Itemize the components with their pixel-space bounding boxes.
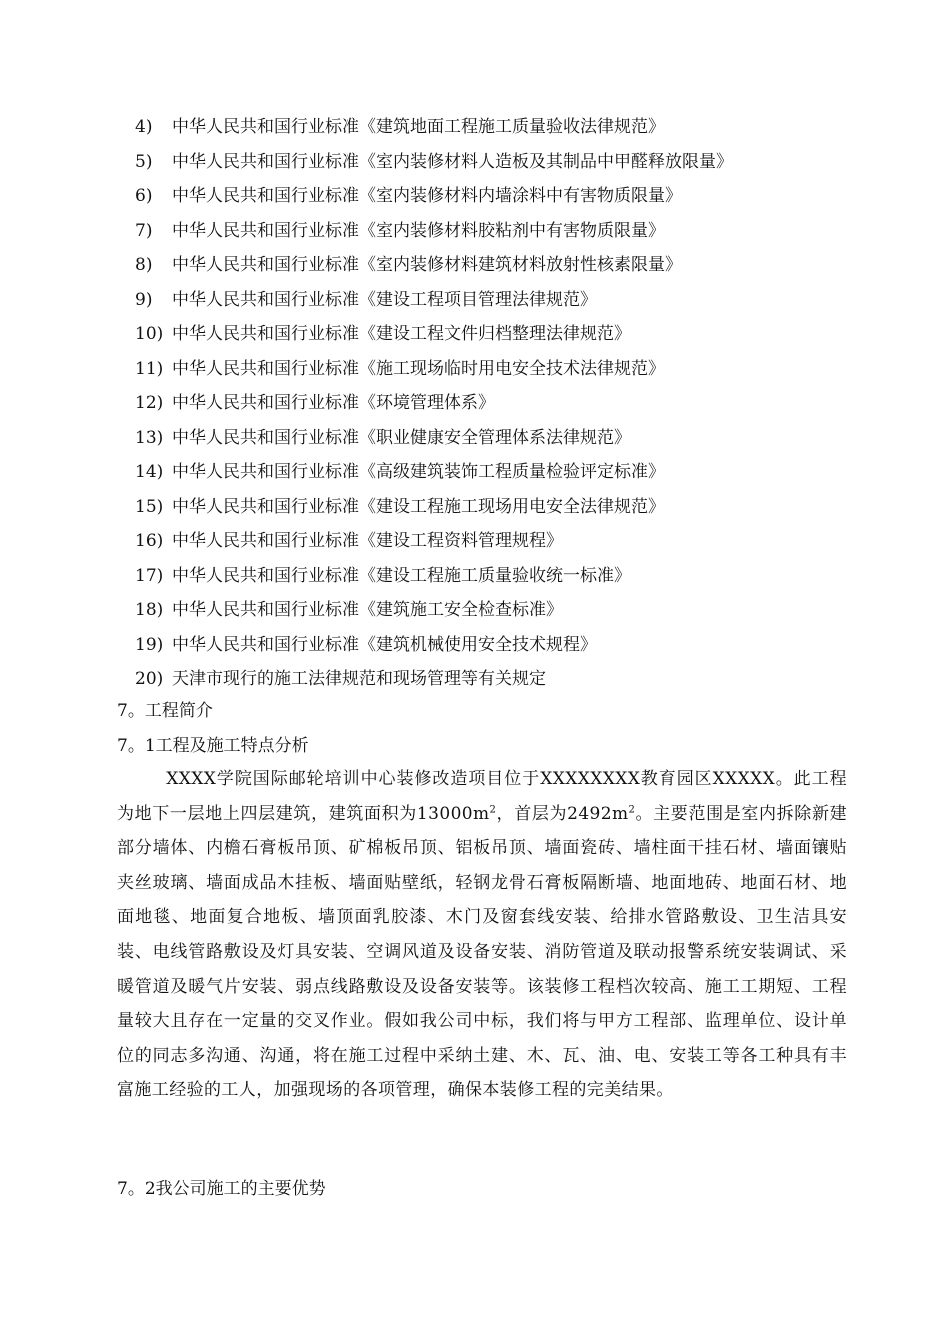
item-text: 中华人民共和国行业标准《室内装修材料人造板及其制品中甲醛释放限量》: [172, 151, 733, 172]
standards-list: [135, 110, 733, 697]
list-item: [135, 214, 733, 249]
section-heading-intro: 7。工程简介: [117, 701, 213, 721]
list-item: [135, 110, 733, 145]
list-item: [135, 352, 733, 387]
item-text: 中华人民共和国行业标准《室内装修材料内墙涂料中有害物质限量》: [172, 186, 682, 206]
item-text: 中华人民共和国行业标准《室内装修材料胶粘剂中有害物质限量》: [172, 220, 665, 241]
item-text: 中华人民共和国行业标准《高级建筑装饰工程质量检验评定标准》: [172, 462, 665, 482]
item-number: 11): [135, 358, 164, 379]
item-text: 天津市现行的施工法律规范和现场管理等有关规定: [172, 669, 546, 689]
paragraph-text-part1: XXXX学院国际邮轮培训中心装修改造项目位于XXXXXXXX教育园区XXXXX。此工程为地下一层地上四层建筑，建筑面积为13000m: [117, 769, 847, 824]
list-item: [135, 179, 733, 214]
list-item: [135, 386, 733, 421]
paragraph-text-part2: ，首层为2492m: [496, 803, 629, 824]
item-number: 8): [135, 255, 153, 275]
list-item: [135, 248, 733, 283]
item-number: 7): [135, 220, 153, 241]
section-heading-advantage: 7。2我公司施工的主要优势: [117, 1179, 326, 1199]
paragraph-text-part3: 。主要范围是室内拆除新建部分墙体、内檐石膏板吊顶、矿棉板吊顶、铝板吊顶、墙面瓷砖、墙柱面干挂石材、墙面镶贴夹丝玻璃、墙面成品木挂板、墙面贴壁纸，轻钢龙骨石膏板隔断墙、地面地砖、地面石材、地面地毯、地面复合地板、墙顶面乳胶漆、木门及窗套线安装、给排水管路敷设、卫生洁具安装、电线管路敷设及灯具安装、空调风道及设备安装、消防管道及联动报警系统安装调试、采暖管道及暖气片安装、弱点线路敷设及设备安装等。该装修工程档次较高、施工工期短、工程量较大且存在一定量的交叉作业。假如我公司中标，我们将与甲方工程部、监理单位、设计单位的同志多沟通、沟通，将在施工过程中采纳土建、木、瓦、油、电、安装工等各工种具有丰富施工经验的工人，加强现场的各项管理，确保本装修工程的完美结果。: [117, 803, 847, 1101]
item-text: 中华人民共和国行业标准《建筑机械使用安全技术规程》: [172, 634, 597, 655]
item-number: 14): [135, 462, 164, 482]
item-number: 20): [135, 669, 164, 689]
item-text: 中华人民共和国行业标准《环境管理体系》: [172, 393, 495, 413]
list-item: [135, 421, 733, 456]
item-number: 9): [135, 289, 153, 310]
item-number: 18): [135, 600, 164, 620]
item-number: 5): [135, 151, 153, 172]
list-item: [135, 317, 733, 352]
superscript-squared: 2: [489, 803, 497, 815]
item-text: 中华人民共和国行业标准《建设工程施工现场用电安全法律规范》: [172, 496, 665, 517]
item-number: 4): [135, 117, 153, 137]
list-item: [135, 145, 733, 180]
section-heading-analysis: 7。1工程及施工特点分析: [117, 736, 309, 756]
item-text: 中华人民共和国行业标准《建筑地面工程施工质量验收法律规范》: [172, 117, 665, 137]
item-text: 中华人民共和国行业标准《建设工程资料管理规程》: [172, 531, 563, 551]
item-text: 中华人民共和国行业标准《建设工程施工质量验收统一标准》: [172, 565, 631, 586]
list-item: [135, 559, 733, 594]
list-item: [135, 283, 733, 318]
item-text: 中华人民共和国行业标准《施工现场临时用电安全技术法律规范》: [172, 358, 665, 379]
item-text: 中华人民共和国行业标准《职业健康安全管理体系法律规范》: [172, 427, 631, 448]
list-item: [135, 662, 733, 697]
item-number: 12): [135, 393, 164, 413]
item-text: 中华人民共和国行业标准《建设工程项目管理法律规范》: [172, 289, 597, 310]
item-number: 16): [135, 531, 164, 551]
item-number: 15): [135, 496, 164, 517]
list-item: [135, 593, 733, 628]
list-item: [135, 490, 733, 525]
item-text: 中华人民共和国行业标准《建设工程文件归档整理法律规范》: [172, 324, 631, 344]
item-number: 10): [135, 324, 164, 344]
item-number: 19): [135, 634, 164, 655]
list-item: [135, 455, 733, 490]
item-text: 中华人民共和国行业标准《室内装修材料建筑材料放射性核素限量》: [172, 255, 682, 275]
list-item: [135, 524, 733, 559]
project-description-paragraph: [117, 762, 847, 1108]
superscript-squared: 2: [628, 803, 636, 815]
list-item: [135, 628, 733, 663]
item-number: 6): [135, 186, 153, 206]
item-number: 17): [135, 565, 164, 586]
item-number: 13): [135, 427, 164, 448]
item-text: 中华人民共和国行业标准《建筑施工安全检查标准》: [172, 600, 563, 620]
